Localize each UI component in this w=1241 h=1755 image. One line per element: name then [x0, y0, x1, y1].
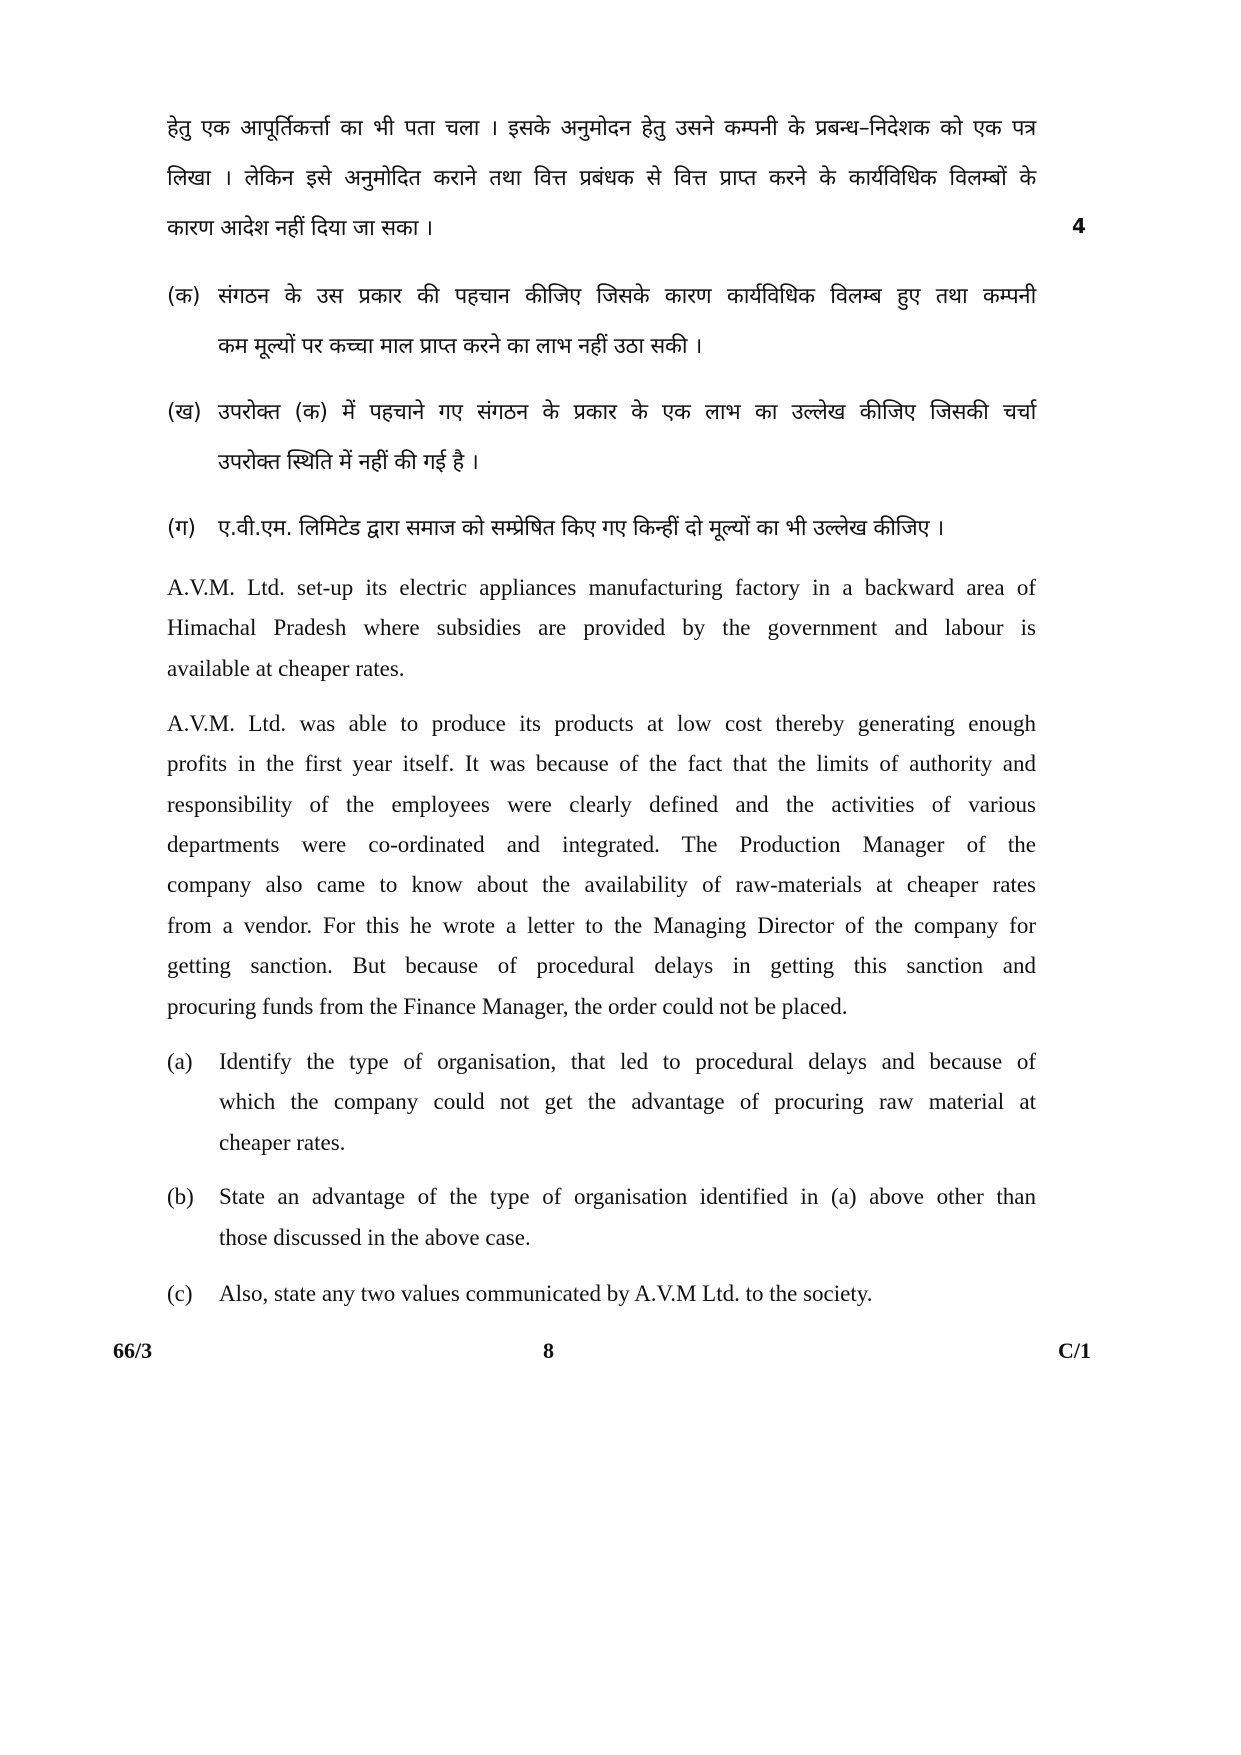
text-line: हेतु एक आपूर्तिकर्त्ता का भी पता चला । इसके अनुमोदन हेतु उसने कम्पनी के प्रबन्ध–निदेशक को एक पत्र	[167, 116, 1036, 141]
text-line: Identify the type of organisation, that led to procedural delays and because of	[219, 1049, 1036, 1074]
text-line: departments were co-ordinated and integrated. The Production Manager of the	[167, 832, 1036, 857]
question-label: (क)	[167, 284, 201, 309]
question-label: (ग)	[167, 516, 196, 541]
marks-label: 4	[1072, 214, 1086, 238]
text-line: company also came to know about the availability of raw-materials at cheaper rates	[167, 872, 1036, 897]
text-line: संगठन के उस प्रकार की पहचान कीजिए जिसके कारण कार्यविधिक विलम्ब हुए तथा कम्पनी	[218, 284, 1036, 309]
page-number: 8	[543, 1338, 554, 1363]
text-line: cheaper rates.	[219, 1130, 346, 1155]
paper-code: 66/3	[113, 1338, 153, 1363]
text-line: responsibility of the employees were clearly defined and the activities of various	[167, 792, 1036, 817]
question-label: (ख)	[167, 400, 202, 425]
text-line: from a vendor. For this he wrote a letter to the Managing Director of the company for	[167, 913, 1036, 938]
text-line: State an advantage of the type of organisation identified in (a) above other than	[219, 1184, 1036, 1209]
text-line: उपरोक्त स्थिति में नहीं की गई है ।	[218, 450, 479, 475]
text-line: procuring funds from the Finance Manager, the order could not be placed.	[167, 994, 848, 1019]
text-line: A.V.M. Ltd. set-up its electric appliances manufacturing factory in a backward area of	[167, 575, 1036, 600]
text-line: कम मूल्यों पर कच्चा माल प्राप्त करने का लाभ नहीं उठा सकी ।	[218, 334, 703, 359]
text-line: available at cheaper rates.	[167, 656, 405, 681]
text-line: A.V.M. Ltd. was able to produce its products at low cost thereby generating enough	[167, 711, 1036, 736]
question-label: (a)	[167, 1049, 193, 1074]
text-line: Also, state any two values communicated by A.V.M Ltd. to the society.	[219, 1281, 873, 1306]
question-label: (c)	[167, 1281, 193, 1306]
text-line: ए.वी.एम. लिमिटेड द्वारा समाज को सम्प्रेषित किए गए किन्हीं दो मूल्यों का भी उल्लेख कीजिए ।	[218, 516, 944, 541]
text-line: getting sanction. But because of procedural delays in getting this sanction and	[167, 953, 1036, 978]
set-code: C/1	[1058, 1338, 1091, 1363]
question-label: (b)	[167, 1184, 194, 1209]
text-line: उपरोक्त (क) में पहचाने गए संगठन के प्रकार के एक लाभ का उल्लेख कीजिए जिसकी चर्चा	[218, 400, 1036, 425]
text-line: those discussed in the above case.	[219, 1225, 531, 1250]
text-line: कारण आदेश नहीं दिया जा सका ।	[167, 216, 433, 241]
text-line: Himachal Pradesh where subsidies are provided by the government and labour is	[167, 615, 1036, 640]
text-line: which the company could not get the advantage of procuring raw material at	[219, 1089, 1036, 1114]
text-line: profits in the first year itself. It was because of the fact that the limits of authority and	[167, 751, 1036, 776]
text-line: लिखा । लेकिन इसे अनुमोदित कराने तथा वित्त प्रबंधक से वित्त प्राप्त करने के कार्यविधिक विलम्बों के	[167, 166, 1036, 191]
